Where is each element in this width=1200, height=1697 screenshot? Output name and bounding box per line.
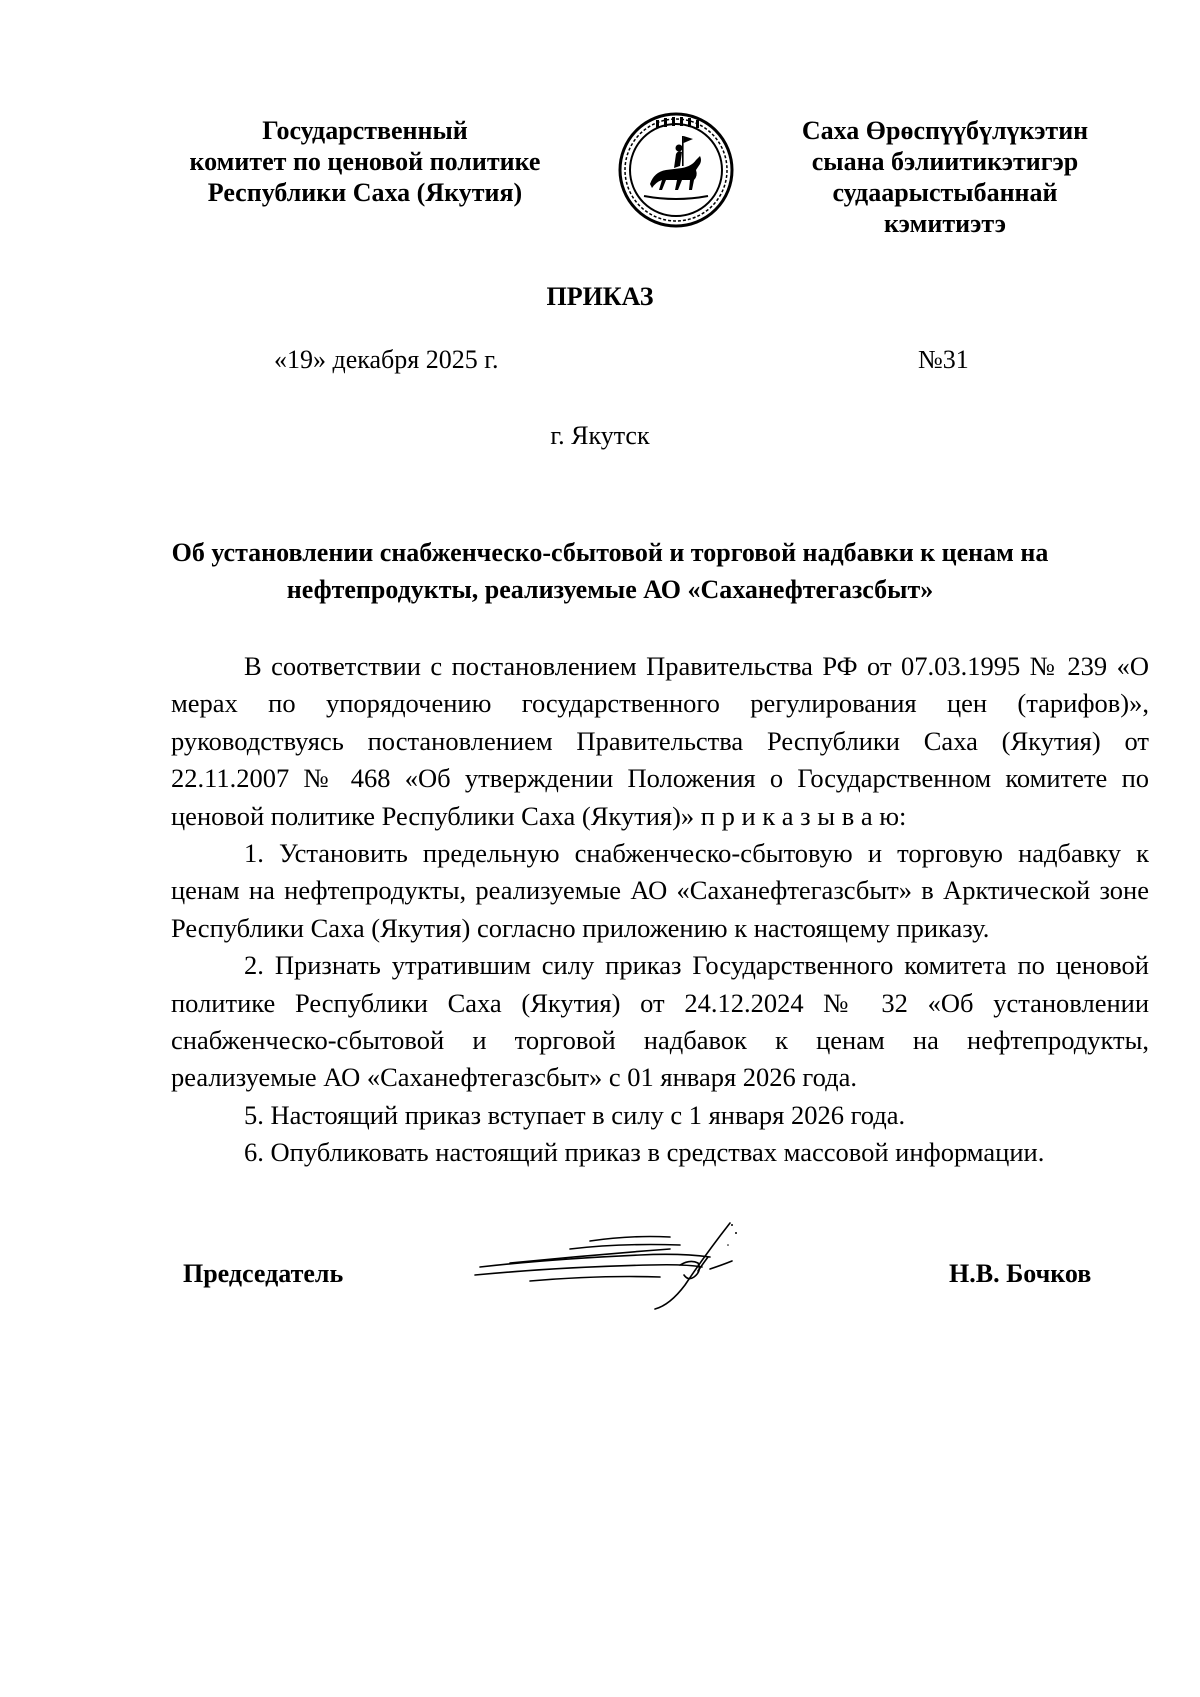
header-right-line: сыана бэлиитикэтигэр (811, 147, 1079, 176)
yakutia-coat-of-arms-icon (616, 110, 736, 230)
header-right-line: кэмитиэтэ (884, 209, 1006, 238)
handwritten-signature-icon (470, 1205, 790, 1315)
signatory-role: Председатель (183, 1259, 344, 1288)
document-city: г. Якутск (550, 421, 650, 450)
body-paragraph: 1. Установить предельную снабженческо-сбытовую и торговую надбавку к ценам на нефтепродукты, реализуемые АО «Саханефтегазсбыт» в Арктической зоне Республики Саха (Якутия) согласно приложению к настоящему приказу. (171, 838, 1149, 943)
header-right-line: судаарыстыбаннай (832, 178, 1058, 207)
body-paragraph: 6. Опубликовать настоящий приказ в средствах массовой информации. (244, 1137, 1045, 1168)
document-subject: Об установлении снабженческо-сбытовой и торговой надбавки к ценам на нефтепродукты, реализуемые АО «Саханефтегазсбыт» (171, 538, 1049, 604)
header-right-line: Саха Өрөспүүбүлүкэтин (801, 116, 1089, 145)
header-left-line: Государственный (262, 116, 468, 145)
body-paragraph: 5. Настоящий приказ вступает в силу с 1 января 2026 года. (244, 1099, 906, 1130)
body-paragraph: 2. Признать утратившим силу приказ Государственного комитета по ценовой политике Республики Саха (Якутия) от 24.12.2024 № 32 «Об установлении снабженческо-сбытовой и торговой надбавок к ценам на нефтепродукты, реализуемые АО «Саханефтегазсбыт» с 01 января 2026 года. (171, 950, 1149, 1093)
header-left-russian (165, 115, 565, 208)
document-title: ПРИКАЗ (546, 282, 654, 311)
header-left-line: Республики Саха (Якутия) (207, 178, 523, 207)
body-paragraph: В соответствии с постановлением Правительства РФ от 07.03.1995 № 239 «О мерах по упорядочению государственного регулирования цен (тарифов)», руководствуясь постановлением Правительства Республики Саха (Якутия) от 22.11.2007 № 468 «Об утверждении Положения о Государственном комитете по ценовой политике Республики Саха (Якутия)» п р и к а з ы в а ю: (171, 651, 1149, 831)
document-date: «19» декабря 2025 г. (274, 345, 499, 374)
document-number: №31 (918, 345, 969, 374)
header-right-yakut (760, 115, 1130, 239)
document-body (171, 648, 1149, 1172)
signatory-name: Н.В. Бочков (949, 1259, 1092, 1288)
header-left-line: комитет по ценовой политике (189, 147, 541, 176)
